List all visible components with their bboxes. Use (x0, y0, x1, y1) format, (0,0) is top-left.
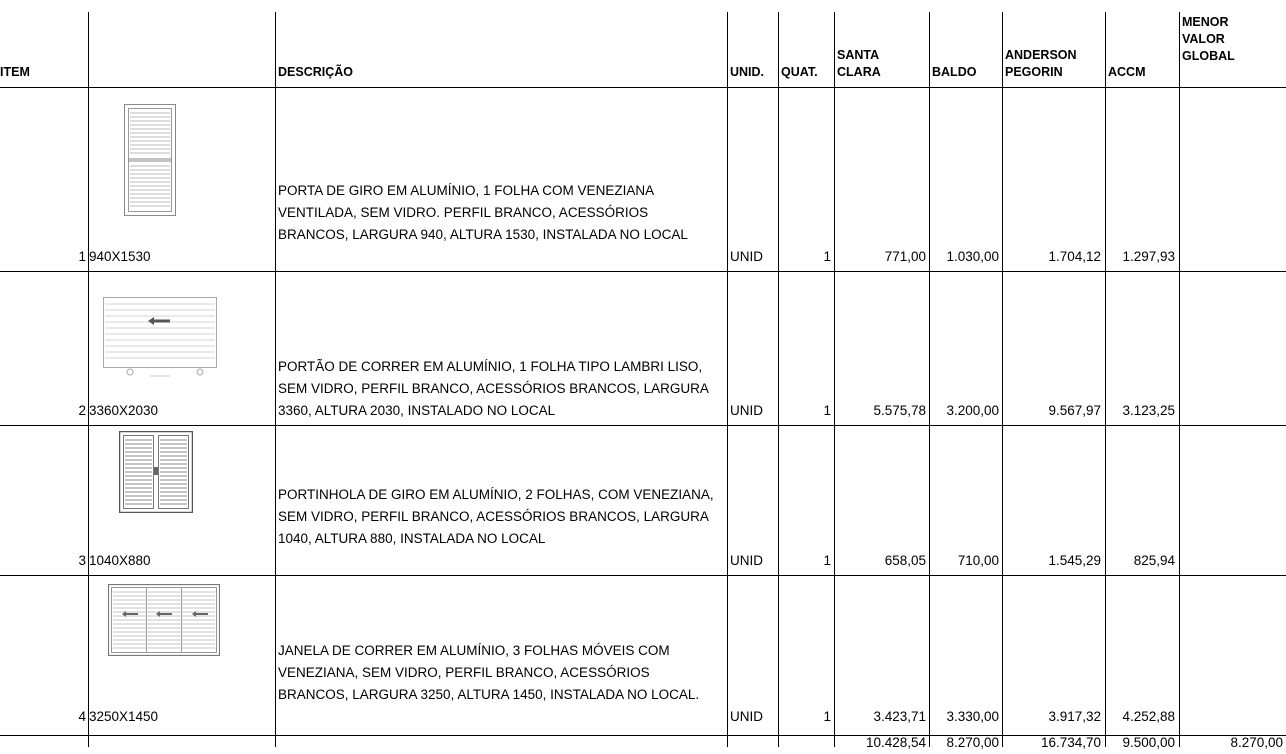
row-price-anderson-pegorin: 3.917,32 (1048, 709, 1101, 724)
three-panel-sliding-window-image (108, 584, 220, 661)
header-quat: QUAT. (781, 65, 818, 79)
row-quantity: 1 (823, 403, 831, 418)
header-menor-valor-global-line: MENOR (1182, 15, 1229, 29)
row-quantity: 1 (823, 249, 831, 264)
header-menor-valor-global (1182, 14, 1235, 65)
total-santa-clara: 10.428,54 (865, 735, 926, 750)
grid-line (1002, 12, 1003, 747)
row-description: PORTÃO DE CORRER EM ALUMÍNIO, 1 FOLHA TIPO LAMBRI LISO, SEM VIDRO, PERFIL BRANCO, ACESSÓRIOS BRANCOS, LARGURA 3360, ALTURA 2030, INSTALADO NO LOCAL (278, 359, 709, 418)
row-item-number: 4 (78, 709, 86, 724)
grid-line (834, 12, 835, 747)
row-price-santa-clara: 5.575,78 (873, 403, 926, 418)
grid-line (0, 271, 1286, 272)
row-size: 3250X1450 (89, 709, 159, 724)
row-price-anderson-pegorin: 1.704,12 (1048, 249, 1101, 264)
grid-line (0, 575, 1286, 576)
row-unit: UNID (730, 403, 763, 418)
row-price-baldo: 1.030,00 (946, 249, 999, 264)
grid-line (929, 12, 930, 747)
row-quantity: 1 (823, 553, 831, 568)
header-baldo: BALDO (932, 65, 977, 79)
row-item-number: 2 (78, 403, 86, 418)
header-santa-clara-line: SANTA (837, 48, 880, 62)
grid-line (0, 87, 1286, 88)
sliding-gate-image (102, 296, 220, 385)
row-price-accm: 825,94 (1133, 553, 1175, 568)
row-size: 1040X880 (89, 553, 151, 568)
total-accm: 9.500,00 (1122, 735, 1175, 750)
header-menor-valor-global-line: VALOR (1182, 32, 1225, 46)
row-price-accm: 1.297,93 (1122, 249, 1175, 264)
row-price-accm: 4.252,88 (1122, 709, 1175, 724)
row-price-anderson-pegorin: 9.567,97 (1048, 403, 1101, 418)
row-size: 3360X2030 (89, 403, 159, 418)
header-menor-valor-global-line: GLOBAL (1182, 49, 1235, 63)
total-menor-valor-global: 8.270,00 (1230, 735, 1283, 750)
row-item-number: 1 (78, 249, 86, 264)
row-description: JANELA DE CORRER EM ALUMÍNIO, 3 FOLHAS MÓVEIS COM VENEZIANA, SEM VIDRO, PERFIL BRANCO, ACESSÓRIOS BRANCOS, LARGURA 3250, ALTURA 1450, INSTALADA NO LOCAL. (278, 643, 700, 702)
row-size: 940X1530 (89, 249, 151, 264)
row-price-accm: 3.123,25 (1122, 403, 1175, 418)
grid-line (88, 12, 89, 747)
grid-line (1105, 12, 1106, 747)
row-price-baldo: 710,00 (957, 553, 999, 568)
header-descricao: DESCRIÇÃO (278, 65, 354, 79)
grid-line (778, 12, 779, 747)
row-description: PORTA DE GIRO EM ALUMÍNIO, 1 FOLHA COM VENEZIANA VENTILADA, SEM VIDRO. PERFIL BRANCO, ACESSÓRIOS BRANCOS, LARGURA 940, ALTURA 1530, INSTALADA NO LOCAL (278, 183, 688, 242)
header-santa-clara (837, 47, 881, 81)
row-item-number: 3 (78, 553, 86, 568)
grid-line (0, 425, 1286, 426)
header-anderson-pegorin-line: PEGORIN (1005, 65, 1063, 79)
grid-line (275, 12, 276, 747)
header-santa-clara-line: CLARA (837, 65, 881, 79)
row-description: PORTINHOLA DE GIRO EM ALUMÍNIO, 2 FOLHAS, COM VENEZIANA, SEM VIDRO, PERFIL BRANCO, ACESSÓRIOS BRANCOS, LARGURA 1040, ALTURA 880, INSTALADA NO LOCAL (278, 487, 714, 546)
row-unit: UNID (730, 249, 763, 264)
grid-line (727, 12, 728, 747)
row-price-baldo: 3.330,00 (946, 709, 999, 724)
header-accm: ACCM (1108, 65, 1146, 79)
row-price-santa-clara: 771,00 (884, 249, 926, 264)
door-single-louvered-image (124, 104, 176, 221)
header-unid: UNID. (730, 65, 765, 79)
header-anderson-pegorin (1005, 47, 1077, 81)
row-quantity: 1 (823, 709, 831, 724)
header-anderson-pegorin-line: ANDERSON (1005, 48, 1077, 62)
grid-line (1179, 12, 1180, 747)
row-price-santa-clara: 3.423,71 (873, 709, 926, 724)
row-unit: UNID (730, 553, 763, 568)
row-price-anderson-pegorin: 1.545,29 (1048, 553, 1101, 568)
row-price-baldo: 3.200,00 (946, 403, 999, 418)
double-louvered-hatch-image (119, 431, 193, 518)
row-price-santa-clara: 658,05 (884, 553, 926, 568)
row-unit: UNID (730, 709, 763, 724)
total-baldo: 8.270,00 (946, 735, 999, 750)
header-item: ITEM (0, 65, 30, 79)
total-anderson-pegorin: 16.734,70 (1040, 735, 1101, 750)
